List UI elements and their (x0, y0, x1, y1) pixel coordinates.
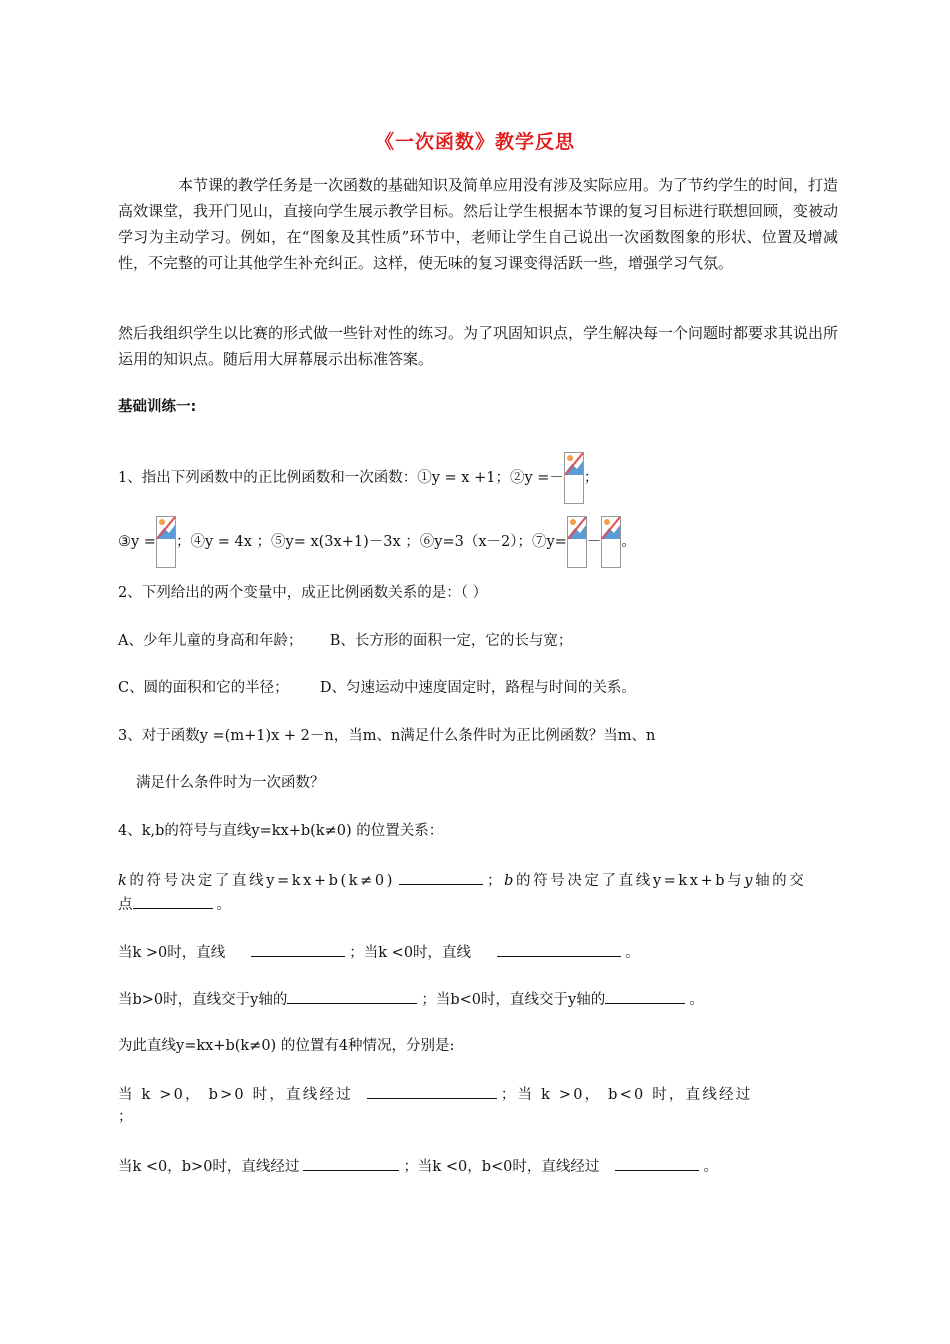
question-4-sign-line-1 (118, 868, 848, 892)
question-1-line-1 (118, 452, 848, 504)
broken-image-icon (601, 516, 621, 568)
q4-text-3c: 。 (625, 945, 640, 961)
answer-blank[interactable] (133, 892, 213, 909)
question-3-line-2: 满足什么条件时为一次函数？ (136, 775, 325, 791)
option-d: D、匀速运动中速度固定时，路程与时间的关系。 (319, 680, 636, 696)
q4-text-2a: 点 (118, 897, 133, 913)
question-1-line-2 (118, 516, 848, 568)
q4-text-3b: ；当k <0时，直线 (349, 945, 472, 961)
q4-text-7b: ；当k <0，b<0时，直线经过 (403, 1159, 600, 1175)
q4-text-6b: ；当 k >0， b<0 时，直线经过 (500, 1087, 753, 1103)
question-1-text-b4: 。 (621, 534, 636, 550)
question-1-text-b1: ③y = (118, 534, 156, 550)
question-1-text-b3: － (586, 534, 602, 550)
answer-blank[interactable] (615, 1154, 699, 1171)
q4-text-4b: ；当b<0时，直线交于y轴的 (421, 992, 606, 1008)
q4-text-2b: 。 (216, 897, 231, 913)
q4-text-1a: 的符号决定了直线y=kx+b(k≠0) (129, 873, 396, 889)
var-b: b (504, 873, 517, 889)
broken-image-icon (156, 516, 176, 568)
intro-paragraph-1: 本节课的教学任务是一次函数的基础知识及简单应用没有涉及实际应用。为了节约学生的时间，打造高效课堂，我开门见山，直接向学生展示教学目标。然后让学生根据本节课的复习目标进行联想回顾，变被动学习为主动学习。例如，在“图象及其性质”环节中，老师让学生自己说出一次函数图象的形状、位置及增减性，不完整的可让其他学生补充纠正。这样，使无味的复习课变得活跃一些，增强学习气氛。 (118, 176, 839, 272)
q4-text-1c: 的符号决定了直线y=kx+b与 (516, 873, 745, 889)
question-4-case-line-1-end: ； (118, 1109, 133, 1125)
broken-image-icon (567, 516, 587, 568)
answer-blank[interactable] (367, 1082, 497, 1099)
question-4-cases-intro: 为此直线y=kx+b(k≠0) 的位置有4种情况，分别是: (118, 1038, 455, 1054)
question-4-case-line-2 (118, 1154, 848, 1178)
section-heading: 基础训练一: (118, 399, 197, 415)
answer-blank[interactable] (497, 940, 621, 957)
question-4-b-line (118, 987, 848, 1011)
question-3-line-1: 3、对于函数y =(m+1)x + 2－n，当m、n满足什么条件时为正比例函数？当m、n (118, 728, 656, 744)
option-c: C、圆的面积和它的半径； (118, 680, 289, 696)
q4-text-7c: 。 (703, 1159, 718, 1175)
question-1-text-b2: ；④y = 4x ；⑤y= x(3x+1)－3x ；⑥y=3（x－2）；⑦y= (175, 534, 567, 550)
q4-text-4c: 。 (689, 992, 704, 1008)
question-4: 4、k,b的符号与直线y=kx+b(k≠0) 的位置关系： (118, 823, 444, 839)
broken-image-icon (564, 452, 584, 504)
var-k: k (118, 873, 130, 889)
q4-text-1d: 轴的交 (755, 873, 807, 889)
q4-text-6a: 当 k >0， b>0 时，直线经过 (118, 1087, 353, 1103)
var-y: y (744, 873, 756, 889)
question-4-case-line-1 (118, 1082, 848, 1106)
q4-text-3a: 当k >0时，直线 (118, 945, 226, 961)
question-1-text-a: 1、指出下列函数中的正比例函数和一次函数：①y = x +1；②y =－ (118, 470, 564, 486)
option-a: A、少年儿童的身高和年龄； (118, 633, 303, 649)
page-title: 《一次函数》教学反思 (374, 131, 575, 153)
option-b: B、长方形的面积一定，它的长与宽； (329, 633, 573, 649)
q4-text-1b: ； (487, 873, 505, 889)
answer-blank[interactable] (605, 987, 685, 1004)
question-1-text-a-end: ； (583, 470, 599, 486)
question-2-options-ab (118, 630, 848, 652)
answer-blank[interactable] (399, 868, 483, 885)
question-2: 2、下列给出的两个变量中，成正比例函数关系的是：（ ） (118, 585, 488, 601)
question-4-k-line (118, 940, 848, 964)
question-2-options-cd (118, 677, 848, 699)
answer-blank[interactable] (303, 1154, 399, 1171)
intro-paragraph-2: 然后我组织学生以比赛的形式做一些针对性的练习。为了巩固知识点，学生解决每一个问题时都要求其说出所运用的知识点。随后用大屏幕展示出标准答案。 (118, 324, 839, 368)
answer-blank[interactable] (251, 940, 345, 957)
q4-text-7a: 当k <0，b>0时，直线经过 (118, 1159, 300, 1175)
q4-text-4a: 当b>0时，直线交于y轴的 (118, 992, 288, 1008)
answer-blank[interactable] (287, 987, 417, 1004)
question-4-sign-line-2 (118, 892, 848, 916)
